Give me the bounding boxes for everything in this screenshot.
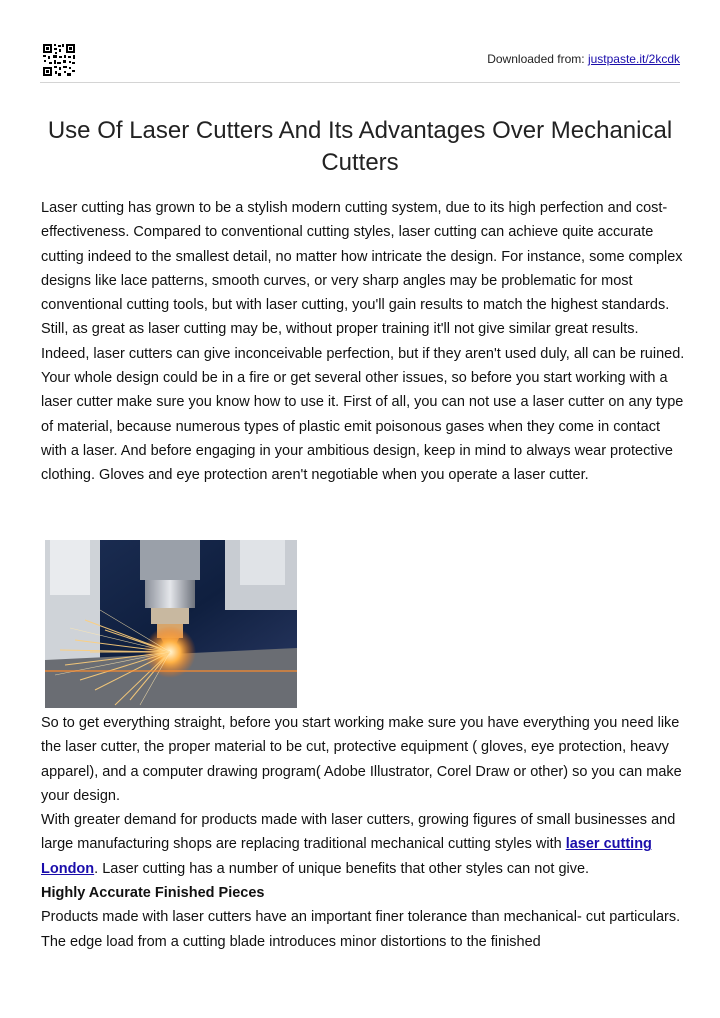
- paragraph-3: So to get everything straight, before you start working make sure you have everything you need like the laser cutter, the proper material to be cut, protective equipment ( gloves, eye protection, heavy apparel), and a computer drawing program( Adobe Illustrator, Corel Draw or other) so you can make your design.: [41, 715, 682, 804]
- paragraph-4-text-before: With greater demand for products made with laser cutters, growing figures of small businesses and large manufacturing shops are replacing traditional mechanical cutting styles with: [41, 812, 676, 853]
- section-heading: Highly Accurate Finished Pieces: [41, 885, 265, 902]
- paragraph-4: [41, 808, 686, 881]
- paragraph-4-text-after: . Laser cutting has a number of unique benefits that other styles can not give.: [94, 860, 590, 877]
- page-title: Use Of Laser Cutters And Its Advantages Over Mechanical Cutters: [47, 117, 673, 176]
- article-body-bottom: [41, 711, 686, 954]
- laser-cutting-london-link[interactable]: laser cutting London: [41, 836, 652, 877]
- laser-cutting-photo: [45, 540, 297, 708]
- header-divider: [40, 82, 680, 83]
- paragraph-1: Laser cutting has grown to be a stylish modern cutting system, due to its high perfection and cost-effectiveness. Compared to conventional cutting styles, laser cutting can achieve quite accurate cutting indeed to the smallest detail, no matter how intricate the design. For instance, some complex designs like lace patterns, smooth curves, or very sharp angles may be problematic for most conventional cutting tools, but with laser cutting, you'll gain results to match the highest standards.: [41, 200, 683, 314]
- source-link[interactable]: justpaste.it/2kcdk: [587, 52, 680, 66]
- paragraph-2: Still, as great as laser cutting may be, without proper training it'll not give similar great results. Indeed, laser cutters can give inconceivable perfection, but if they aren't used duly, all can be ruined. Your whole design could be in a fire or get several other issues, so before you start working with a laser cutter make sure you know how to use it. First of all, you can not use a laser cutter on any type of material, because numerous types of plastic emit poisonous gases when they come in contact with a laser. And before engaging in your ambitious design, keep in mind to always wear protective clothing. Gloves and eye protection aren't negotiable when you operate a laser cutter.: [41, 321, 685, 484]
- qr-code-icon: [42, 43, 76, 77]
- downloaded-label: Downloaded from:: [487, 52, 585, 66]
- download-source: [487, 52, 680, 66]
- paragraph-5: Products made with laser cutters have an important finer tolerance than mechanical- cut particulars. The edge load from a cutting blade introduces minor distortions to the finished: [41, 909, 681, 950]
- article-body-top: [41, 196, 686, 488]
